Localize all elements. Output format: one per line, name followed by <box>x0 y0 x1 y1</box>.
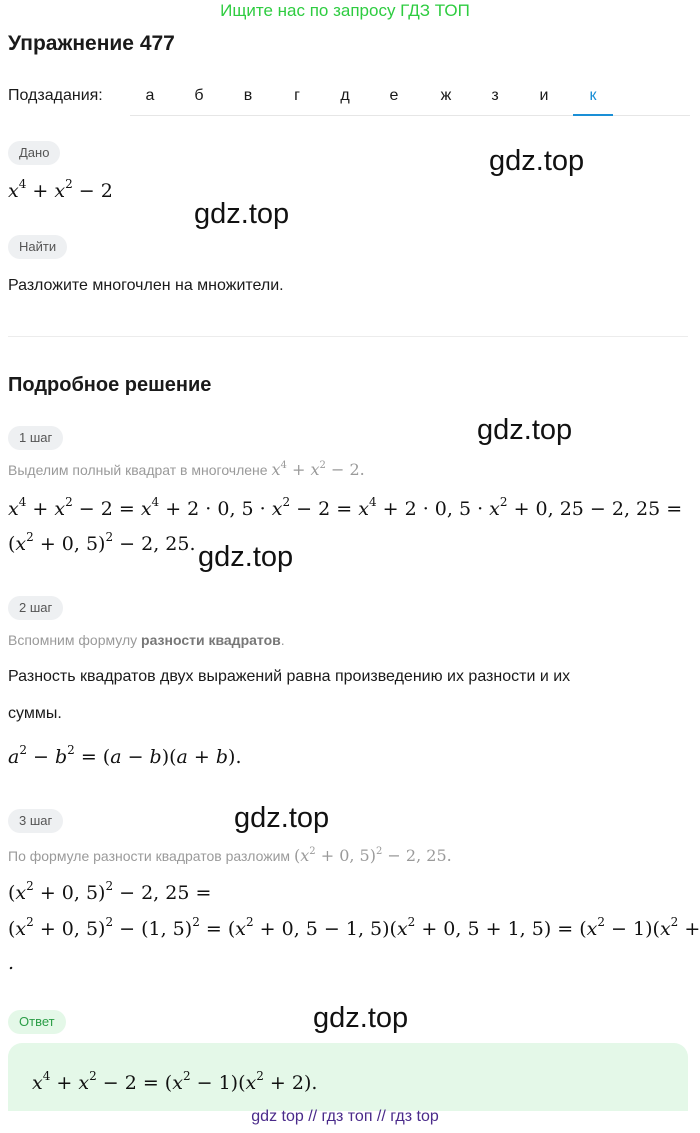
find-text: Разложите многочлен на множители. <box>8 277 284 294</box>
footer-links[interactable]: gdz top // гдз топ // гдз top <box>251 1108 439 1125</box>
watermark: gdz.top <box>489 145 585 177</box>
answer-expression: $x^4 + x^2 - 2 = (x^2 - 1)(x^2 + 2)$. <box>32 1069 318 1094</box>
subtask-tab-a[interactable]: а <box>145 87 155 104</box>
subtask-tab-b[interactable]: б <box>194 87 204 104</box>
step3-line1: ($x^2 + 0$, 5)$^2$ − 2, 25 = <box>8 879 212 904</box>
top-banner: Ищите нас по запросу ГДЗ ТОП <box>220 1 470 20</box>
step2-hint: Вспомним формулу разности квадратов. <box>8 632 285 648</box>
subtask-tab-g[interactable]: г <box>294 87 300 104</box>
step3-line2: ($x^2 + 0$, 5)$^2$ − (1, $5)^2 = (x^2 + 0$, 5 − 1, $5)(x^2 + 0$, 5 + 1, $5) = (x^2 - 1)(x^2$ + <box>8 915 700 940</box>
watermark: gdz.top <box>194 198 290 230</box>
answer-pill: Ответ <box>8 1010 66 1034</box>
step1-line1: $x^4 + x^2 - 2 = x^4 + 2 \cdot 0$, $5 \cdot x^2 - 2 = x^4 + 2 \cdot 0$, $5 \cdot x^2 + 0$, 25 − 2, 25 = <box>8 495 683 520</box>
step2-pill: 2 шаг <box>8 596 63 620</box>
watermark: gdz.top <box>198 541 294 573</box>
step1-hint: Выделим полный квадрат в многочлене $x^4 + x^2 - 2$. <box>8 460 365 479</box>
subtasks-label: Подзадания: <box>8 87 103 104</box>
subtask-tab-e[interactable]: е <box>389 87 399 104</box>
step3-line3: . <box>8 952 15 974</box>
given-expression: $x^4 + x^2 - 2$ <box>8 177 113 202</box>
subtask-tab-v[interactable]: в <box>243 87 253 104</box>
step3-hint: По формуле разности квадратов разложим ($x^2 + 0$, 5)$^2$ − 2, 25. <box>8 846 452 865</box>
step2-text1: Разность квадратов двух выражений равна произведению их разности и их <box>8 668 571 685</box>
find-pill: Найти <box>8 235 67 259</box>
subtask-tab-k[interactable]: к <box>573 84 613 116</box>
step2-text2: суммы. <box>8 705 62 722</box>
subtask-tab-zh[interactable]: ж <box>440 87 452 104</box>
step1-pill: 1 шаг <box>8 426 63 450</box>
subtasks-nav <box>8 84 690 116</box>
step3-pill: 3 шаг <box>8 809 63 833</box>
section-divider <box>8 336 688 337</box>
page-title: Упражнение 477 <box>8 32 175 55</box>
subtask-tab-d[interactable]: д <box>340 87 350 104</box>
watermark: gdz.top <box>234 802 330 834</box>
given-pill: Дано <box>8 141 60 165</box>
watermark: gdz.top <box>477 414 573 446</box>
watermark: gdz.top <box>313 1002 409 1034</box>
subtask-tab-i[interactable]: и <box>539 87 549 104</box>
step2-formula: $a^2 - b^2 = (a - b)(a + b)$. <box>8 743 242 768</box>
solution-title: Подробное решение <box>8 374 212 396</box>
step1-line2: ($x^2 + 0$, 5)$^2$ − 2, 25. <box>8 530 196 555</box>
subtask-tab-z[interactable]: з <box>491 87 499 104</box>
